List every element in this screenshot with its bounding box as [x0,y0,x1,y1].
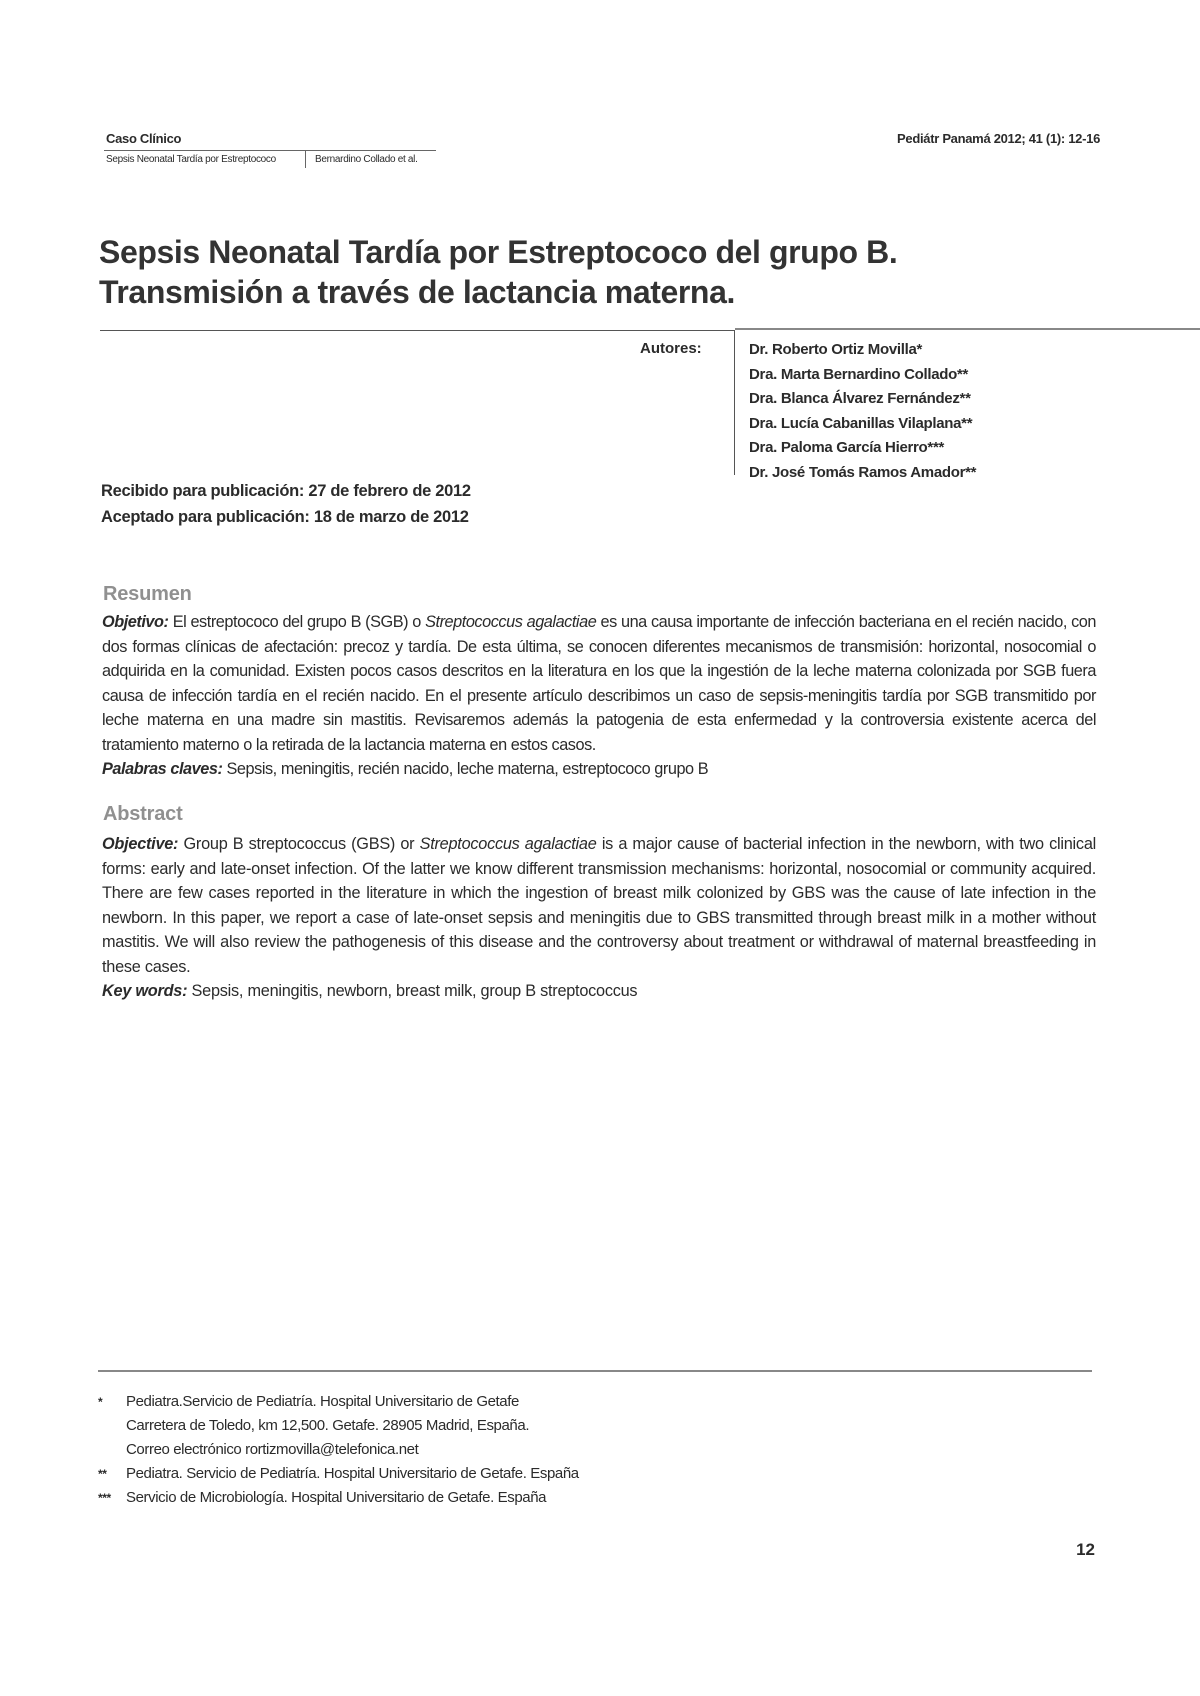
footnote-2 [98,1462,579,1486]
author-item: Dra. Lucía Cabanillas Vilaplana** [749,414,973,432]
resumen-species: Streptococcus agalactiae [425,613,597,631]
authors-label: Autores: [640,340,702,357]
footnote-line: Correo electrónico rortizmovilla@telefonica.net [126,1441,419,1458]
resumen-keywords-label: Palabras claves: [102,760,223,778]
authors-vertical-divider [734,330,735,475]
resumen-objective-label: Objetivo: [102,613,169,631]
resumen-heading: Resumen [103,583,192,605]
running-title: Sepsis Neonatal Tardía por Estreptococo [106,154,276,165]
article-title [99,232,1099,312]
abstract-text-rest: is a major cause of bacterial infection in the newborn, with two clinical forms: early and late-onset infection. Of the latter we know different transmission mechanisms: horizontal, nosocomial or community acquired. There are few cases reported in the literature in which the ingestion of breast milk colonized by GBS was the cause of late infection in the newborn. In this paper, we report a case of late-onset sepsis and meningitis due to GBS transmitted through breast milk in a mother without mastitis. We will also review the pathogenesis of this disease and the controversy about treatment or withdrawal of maternal breastfeeding in these cases. [102,835,1096,976]
running-authors: Bernardino Collado et al. [315,154,418,165]
abstract-paragraph [102,832,1096,979]
footnote-marker: ** [98,1467,107,1481]
footnote-marker: * [98,1395,103,1409]
header-vertical-divider [305,150,306,168]
publication-dates [101,478,471,530]
accepted-date: Aceptado para publicación: 18 de marzo de 2012 [101,508,469,526]
author-item: Dra. Paloma García Hierro*** [749,439,945,456]
resumen-keywords [102,757,1096,782]
section-label: Caso Clínico [106,131,182,146]
abstract-keywords [102,979,1096,1004]
abstract-keywords-text: Sepsis, meningitis, newborn, breast milk, group B streptococcus [187,982,638,1000]
resumen-body [102,610,1096,782]
article-title-line-2: Transmisión a través de lactancia materna. [99,274,735,310]
page-number: 12 [1076,1540,1095,1559]
footnotes [98,1390,579,1510]
title-divider-right [735,328,1200,330]
footnote-1 [98,1390,579,1462]
footnote-line: Pediatra.Servicio de Pediatría. Hospital Universitario de Getafe [126,1393,519,1410]
journal-reference: Pediátr Panamá 2012; 41 (1): 12-16 [897,131,1100,146]
abstract-keywords-label: Key words: [102,982,188,1000]
footnote-3 [98,1486,579,1510]
received-date: Recibido para publicación: 27 de febrero de 2012 [101,482,471,500]
abstract-objective-label: Objective: [102,835,179,853]
resumen-text-rest: es una causa importante de infección bacteriana en el recién nacido, con dos formas clínicas de afectación: precoz y tardía. De esta última, se conocen diferentes mecanismos de transmisión: horizontal, nosocomial o adquirida en la comunidad. Existen pocos casos descritos en la literatura en los que la ingestión de la leche materna colonizada por SGB fuera causa de infección tardía en el recién nacido. En el presente artículo describimos un caso de sepsis-meningitis tardía por SGB transmitido por leche materna en una madre sin mastitis. Revisaremos además la patogenia de esta enfermedad y la controversia existente acerca del tratamiento materno o la retirada de la lactancia materna en estos casos. [102,613,1097,754]
article-title-line-1: Sepsis Neonatal Tardía por Estreptococo del grupo B. [99,234,898,270]
author-item: Dr. José Tomás Ramos Amador** [749,463,977,481]
author-item: Dra. Marta Bernardino Collado** [749,365,969,383]
abstract-body [102,832,1096,1004]
header-divider [104,150,436,151]
title-divider [100,330,734,331]
footnote-marker: *** [98,1491,111,1505]
footnote-line: Pediatra. Servicio de Pediatría. Hospital Universitario de Getafe. España [126,1465,579,1482]
footnote-line: Carretera de Toledo, km 12,500. Getafe. 28905 Madrid, España. [126,1417,530,1434]
resumen-paragraph [102,610,1096,757]
abstract-heading: Abstract [103,803,183,825]
footnote-line: Servicio de Microbiología. Hospital Universitario de Getafe. España [126,1489,547,1506]
resumen-text-start: El estreptococo del grupo B (SGB) o [168,613,426,631]
authors-list [749,338,976,485]
author-item: Dra. Blanca Álvarez Fernández** [749,390,971,407]
resumen-keywords-text: Sepsis, meningitis, recién nacido, leche materna, estreptococo grupo B [222,760,709,778]
abstract-text-start: Group B streptococcus (GBS) or [178,835,420,853]
abstract-species: Streptococcus agalactiae [419,835,597,853]
author-item: Dr. Roberto Ortiz Movilla* [749,341,923,358]
footnote-divider [98,1370,1092,1372]
